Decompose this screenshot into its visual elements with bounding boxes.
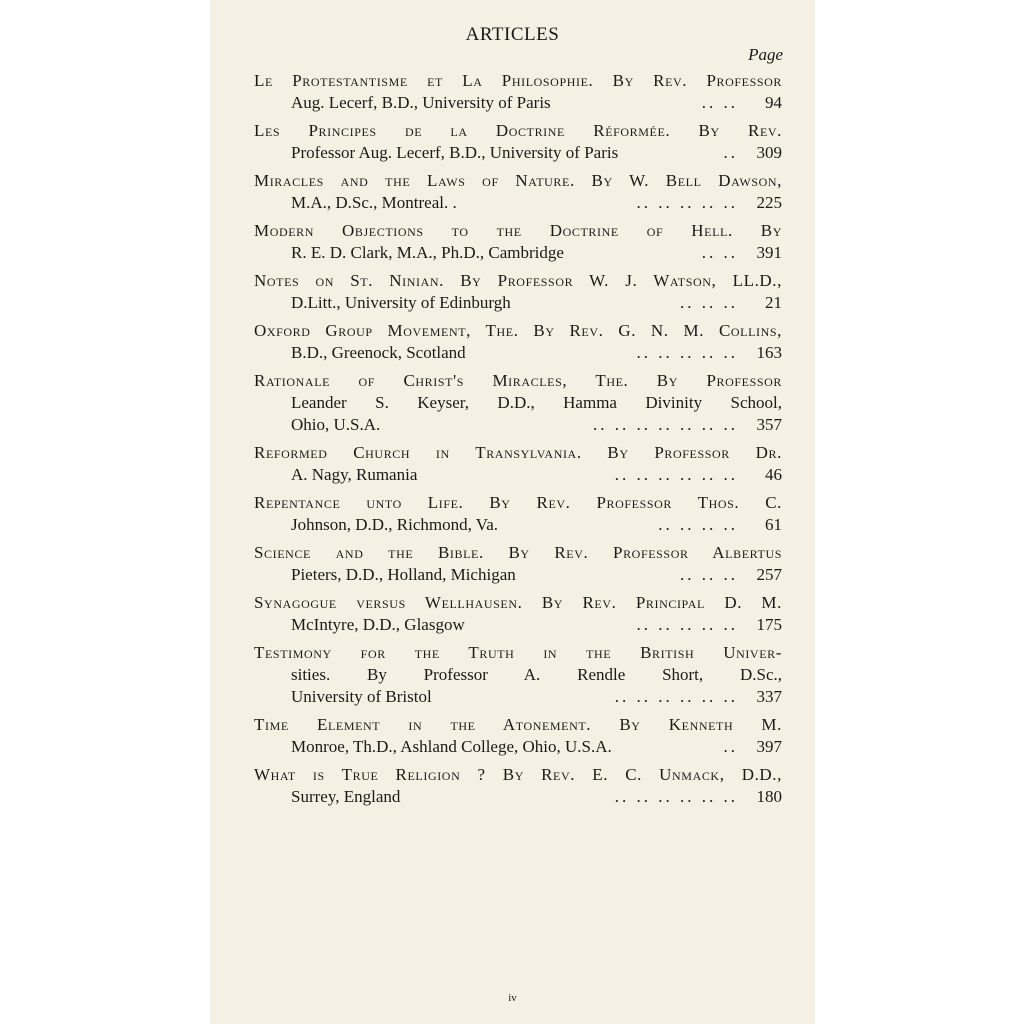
leader-dots: ..: [723, 143, 738, 162]
leader-dots: .. .. ..: [680, 293, 738, 312]
article-author-line: D.Litt., University of Edinburgh .. .. .. 21: [291, 293, 782, 312]
page-number: 357: [756, 415, 782, 434]
page-number: 61: [765, 515, 782, 534]
leader-dots: .. .. .. .. .. .. ..: [593, 415, 738, 434]
article-entry: [254, 714, 782, 758]
leader-dots: ..: [723, 737, 738, 756]
article-author-line: Aug. Lecerf, B.D., University of Paris .. .. 94: [291, 93, 782, 112]
article-entry: [254, 170, 782, 214]
article-author-line: Professor Aug. Lecerf, B.D., University of Paris .. 309: [291, 143, 782, 162]
leader-dots: .. .. .. .. .. ..: [614, 787, 738, 806]
articles-list: [254, 70, 782, 814]
leader-dots: .. .. .. .. ..: [636, 615, 738, 634]
article-entry: [254, 642, 782, 708]
page-number: 225: [756, 193, 782, 212]
article-entry: [254, 370, 782, 436]
page-number: 337: [756, 687, 782, 706]
page-number: 94: [765, 93, 782, 112]
article-title-line: Synagogue versus Wellhausen. By Rev. Principal D. M.: [254, 593, 782, 612]
article-author-line: Pieters, D.D., Holland, Michigan .. .. .. 257: [291, 565, 782, 584]
article-author-line: Leander S. Keyser, D.D., Hamma Divinity School,: [291, 393, 782, 412]
leader-dots: .. .. .. .. .. ..: [614, 465, 738, 484]
article-author-line: M.A., D.Sc., Montreal. . .. .. .. .. .. 225: [291, 193, 782, 212]
page-number: 175: [756, 615, 782, 634]
article-author-line: Monroe, Th.D., Ashland College, Ohio, U.S.A. .. 397: [291, 737, 782, 756]
article-title-line: Rationale of Christ's Miracles, The. By Professor: [254, 371, 782, 390]
leader-dots: .. .. .. .. ..: [636, 193, 738, 212]
article-author-line: Johnson, D.D., Richmond, Va. .. .. .. .. 61: [291, 515, 782, 534]
page-number: 257: [756, 565, 782, 584]
leader-dots: .. .. ..: [680, 565, 738, 584]
page-number: 180: [756, 787, 782, 806]
article-author-line: Ohio, U.S.A. .. .. .. .. .. .. .. 357: [291, 415, 782, 434]
page-number: 46: [765, 465, 782, 484]
article-entry: [254, 320, 782, 364]
page-number: 309: [756, 143, 782, 162]
article-author-line: R. E. D. Clark, M.A., Ph.D., Cambridge .. .. 391: [291, 243, 782, 262]
article-title-line: Miracles and the Laws of Nature. By W. Bell Dawson,: [254, 171, 782, 190]
page-number: 391: [756, 243, 782, 262]
page-column-label: Page: [748, 45, 783, 64]
leader-dots: .. .. .. ..: [658, 515, 738, 534]
article-author-line: A. Nagy, Rumania .. .. .. .. .. .. 46: [291, 465, 782, 484]
book-page: [210, 0, 815, 1024]
leader-dots: .. ..: [701, 243, 738, 262]
article-author-line: Surrey, England .. .. .. .. .. .. 180: [291, 787, 782, 806]
article-entry: [254, 542, 782, 586]
article-entry: [254, 270, 782, 314]
page-heading: ARTICLES: [465, 24, 560, 45]
article-entry: [254, 70, 782, 114]
article-title-line: Oxford Group Movement, The. By Rev. G. N. M. Collins,: [254, 321, 782, 340]
article-entry: [254, 764, 782, 808]
article-author-line: sities. By Professor A. Rendle Short, D.Sc.,: [291, 665, 782, 684]
article-title-line: Le Protestantisme et La Philosophie. By Rev. Professor: [254, 71, 782, 90]
article-entry: [254, 120, 782, 164]
article-entry: [254, 442, 782, 486]
leader-dots: .. ..: [701, 93, 738, 112]
article-title-line: Notes on St. Ninian. By Professor W. J. Watson, LL.D.,: [254, 271, 782, 290]
article-title-line: Science and the Bible. By Rev. Professor Albertus: [254, 543, 782, 562]
article-author-line: McIntyre, D.D., Glasgow .. .. .. .. .. 175: [291, 615, 782, 634]
article-title-line: Modern Objections to the Doctrine of Hell. By: [254, 221, 782, 240]
folio-page-number: iv: [508, 992, 517, 1004]
page-number: 21: [765, 293, 782, 312]
article-title-line: Les Principes de la Doctrine Réformée. By Rev.: [254, 121, 782, 140]
article-entry: [254, 492, 782, 536]
page-number: 163: [756, 343, 782, 362]
article-entry: [254, 592, 782, 636]
leader-dots: .. .. .. .. .. ..: [614, 687, 738, 706]
article-title-line: Time Element in the Atonement. By Kenneth M.: [254, 715, 782, 734]
article-title-line: What is True Religion ? By Rev. E. C. Unmack, D.D.,: [254, 765, 782, 784]
leader-dots: .. .. .. .. ..: [636, 343, 738, 362]
page-number: 397: [756, 737, 782, 756]
article-author-line: University of Bristol .. .. .. .. .. .. 337: [291, 687, 782, 706]
article-title-line: Reformed Church in Transylvania. By Professor Dr.: [254, 443, 782, 462]
article-title-line: Repentance unto Life. By Rev. Professor Thos. C.: [254, 493, 782, 512]
article-entry: [254, 220, 782, 264]
article-author-line: B.D., Greenock, Scotland .. .. .. .. .. 163: [291, 343, 782, 362]
article-title-line: Testimony for the Truth in the British Univer-: [254, 643, 782, 662]
